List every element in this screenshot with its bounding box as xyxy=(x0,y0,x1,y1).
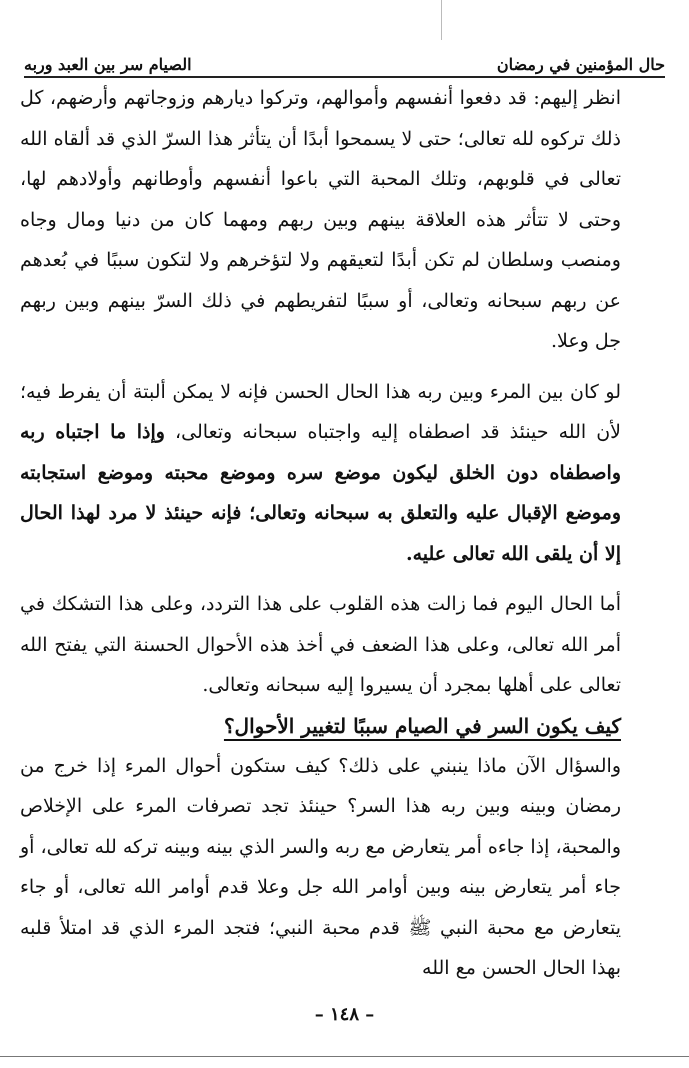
paragraph-2-normal-text: لو كان بين المرء وبين ربه هذا الحال الحسن فإنه لا يمكن ألبتة أن يفرط فيه؛ لأن الله حينئذ قد اصطفاه إليه واجتباه سبحانه وتعالى، xyxy=(20,380,622,443)
paragraph-1: انظر إليهم: قد دفعوا أنفسهم وأموالهم، وتركوا ديارهم وزوجاتهم وأرضهم، كل ذلك تركوه لله تعالى؛ حتى لا يسمحوا أبدًا أن يتأثر هذا السرّ الذي قد ألقاه الله تعالى في قلوبهم، وتلك المحبة التي باعوا أنفسهم وأوطانهم وأولادهم لها، وحتى لا تتأثر هذه العلاقة بينهم وبين ربهم ومهما كان من دنيا ومال وجاه ومنصب وسلطان لم تكن أبدًا لتعيقهم ولا لتؤخرهم ولا لتكون سببًا في بُعدهم عن ربهم سبحانه وتعالى، أو سببًا لتفريطهم في ذلك السرّ بينهم وبين ربهم جل وعلا. xyxy=(20,87,621,352)
running-header xyxy=(24,48,665,78)
header-book-title: الصيام سر بين العبد وربه xyxy=(24,55,192,74)
scan-artifact-line xyxy=(441,0,442,40)
paragraph-2-bold-text: وإذا ما اجتباه ربه واصطفاه دون الخلق ليكون موضع سره وموضع محبته وموضع استجابته وموضع الإقبال عليه والتعلق به سبحانه وتعالى؛ فإنه حينئذ لا مرد لهذا الحال إلا أن يلقى الله تعالى عليه. xyxy=(20,421,621,565)
header-chapter-title: حال المؤمنين في رمضان xyxy=(496,55,665,74)
section-paragraph: والسؤال الآن ماذا ينبني على ذلك؟ كيف ستكون أحوال المرء إذا خرج من رمضان وبينه وبين ربه هذا السر؟ حينئذ تجد تصرفات المرء على الإخلاص والمحبة، إذا جاءه أمر يتعارض مع ربه والسر الذي بينه وبينه تركه لله تعالى، أو جاء أمر يتعارض بينه وبين أوامر الله جل وعلا قدم أوامر الله تعالى، أو جاء يتعارض مع محبة النبي ﷺ قدم محبة النبي؛ فتجد المرء الذي قد امتلأ قلبه بهذا الحال الحسن مع الله xyxy=(20,754,621,979)
page-number: – ١٤٨ – xyxy=(314,1004,375,1025)
paragraph-2 xyxy=(20,372,621,575)
section-heading: كيف يكون السر في الصيام سببًا لتغيير الأحوال؟ xyxy=(223,713,621,738)
page-body xyxy=(20,78,621,989)
paragraph-3: أما الحال اليوم فما زالت هذه القلوب على هذا التردد، وعلى هذا التشكك في أمر الله تعالى، وعلى هذا الضعف في أخذ هذه الأحوال الحسنة التي يفتح الله تعالى على أهلها بمجرد أن يسيروا إليه سبحانه وتعالى. xyxy=(20,593,621,696)
bottom-divider xyxy=(0,1056,689,1057)
